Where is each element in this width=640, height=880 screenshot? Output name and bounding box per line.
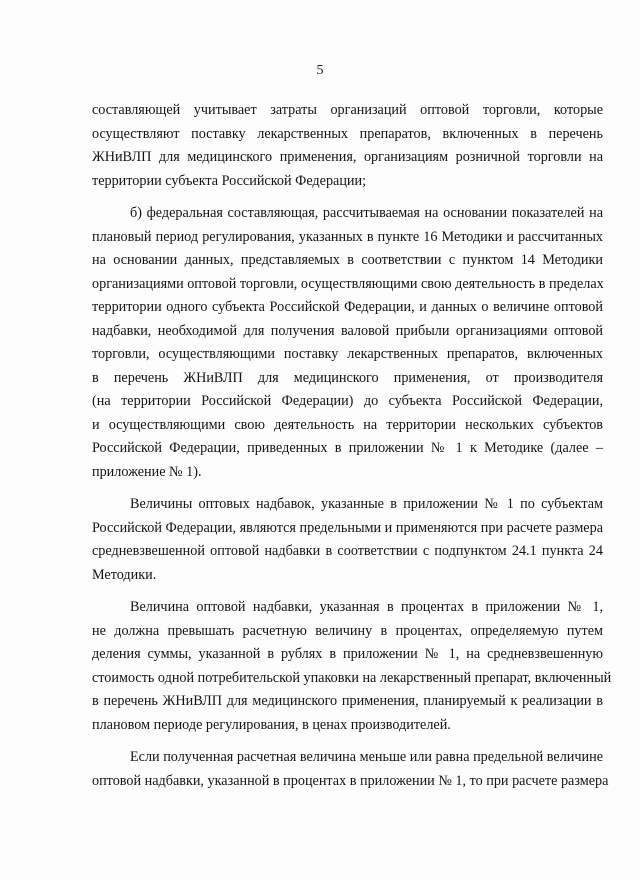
paragraph-line: в перечень ЖНиВЛП для медицинского применения, от производителя	[92, 369, 603, 386]
paragraph-line: на основании данных, представляемых в соответствии с пунктом 14 Методики	[92, 252, 603, 268]
paragraph-line: надбавки, необходимой для получения валовой прибыли организациями оптовой	[92, 322, 603, 339]
paragraph-line: составляющей учитывает затраты организаций оптовой торговли, которые	[92, 102, 603, 118]
paragraph-line: в перечень ЖНиВЛП для медицинского применения, планируемый к реализации в	[92, 693, 603, 709]
paragraph	[92, 493, 603, 587]
paragraph-line: торговли, осуществляющими поставку лекарственных препаратов, включенных	[92, 346, 603, 362]
paragraph-line: Российской Федерации, приведенных в приложении № 1 к Методике (далее –	[92, 440, 603, 456]
paragraph	[92, 746, 609, 793]
paragraph-line: территории субъекта Российской Федерации;	[92, 172, 367, 189]
paragraph	[92, 596, 612, 737]
paragraph-line: ЖНиВЛП для медицинского применения, организациям розничной торговли на	[92, 149, 603, 165]
paragraph-line: осуществляют поставку лекарственных препаратов, включенных в перечень	[92, 125, 603, 142]
paragraph-line: Величина оптовой надбавки, указанная в процентах в приложении № 1,	[130, 599, 603, 615]
paragraph-line: деления суммы, указанной в рублях в приложении № 1, на средневзвешенную	[92, 646, 603, 662]
paragraph	[92, 202, 603, 484]
paragraph-line: приложение № 1).	[92, 463, 202, 480]
paragraph-line: организациями оптовой торговли, осуществляющими свою деятельность в пределах	[92, 275, 604, 292]
document-body	[92, 99, 612, 802]
paragraph-line: Если полученная расчетная величина меньше или равна предельной величине	[130, 749, 603, 765]
paragraph-line: Российской Федерации, являются предельными и применяются при расчете размера	[92, 519, 603, 536]
paragraph-line: и осуществляющими свою деятельность на территории нескольких субъектов	[92, 416, 603, 433]
paragraph-line: (на территории Российской Федерации) до субъекта Российской Федерации,	[92, 393, 603, 409]
paragraph-line: территории одного субъекта Российской Федерации, и данных о величине оптовой	[92, 299, 603, 315]
paragraph-line: б) федеральная составляющая, рассчитываемая на основании показателей на	[130, 205, 603, 221]
paragraph-line: средневзвешенной оптовой надбавки в соответствии с подпунктом 24.1 пункта 24	[92, 543, 603, 559]
paragraph-line: Величины оптовых надбавок, указанные в приложении № 1 по субъектам	[130, 496, 603, 512]
page-number: 5	[316, 63, 324, 78]
paragraph-line: плановый период регулирования, указанных в пункте 16 Методики и рассчитанных	[92, 228, 603, 245]
paragraph-line: оптовой надбавки, указанной в процентах в приложении № 1, то при расчете размера	[92, 772, 609, 789]
paragraph	[92, 99, 603, 193]
paragraph-line: стоимость одной потребительской упаковки на лекарственный препарат, включенный	[92, 669, 612, 686]
paragraph-line: Методики.	[92, 566, 157, 583]
paragraph-line: плановом периоде регулирования, в ценах производителей.	[92, 716, 451, 733]
paragraph-line: не должна превышать расчетную величину в процентах, определяемую путем	[92, 622, 603, 639]
